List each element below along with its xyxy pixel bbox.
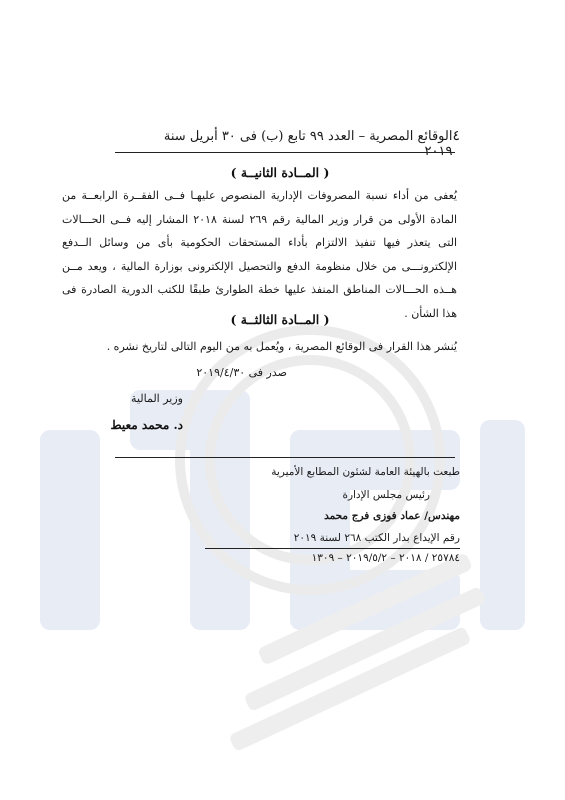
chairman-name: مهندس/ عماد فوزى فرج محمد [324, 510, 460, 522]
minister-title: وزير المالية [131, 392, 183, 405]
board-chairman-label: رئيس مجلس الإدارة [342, 489, 430, 501]
issue-date: صدر فى ٢٠١٩/٤/٣٠ [196, 366, 287, 379]
print-reference: ٢٥٧٨٤ / ٢٠١٨ – ٢٠١٩/٥/٢ – ١٣٠٩ [311, 552, 460, 564]
minister-signature-name: د. محمد معيط [110, 418, 183, 432]
article-3-heading: ( المــادة الثالثــة ) [230, 312, 330, 327]
article-3-text: يُنشر هذا القرار فى الوقائع المصرية ، ويُعمل به من اليوم التالى لتاريخ نشره . [106, 340, 457, 353]
article-2-heading: ( المــادة الثانيــة ) [230, 165, 330, 180]
printer-line: طبعت بالهيئة العامة لشئون المطابع الأميرية [271, 466, 460, 478]
gazette-issue-title: الوقائع المصرية – العدد ٩٩ تابع (ب) فى ٣٠ أبريل سنة ٢٠١٩ [163, 129, 453, 159]
printing-rule [205, 548, 460, 549]
page-number: ٤ [452, 128, 460, 144]
header-rule [115, 152, 455, 153]
footer-rule [115, 457, 455, 458]
deposit-number: رقم الإيداع بدار الكتب ٢٦٨ لسنة ٢٠١٩ [293, 532, 460, 544]
article-2-text: يُعفى من أداء نسبة المصروفات الإدارية المنصوص عليهـا فــى الفقــرة الرابعــة من المادة الأولى من قرار وزير المالية رقم ٢٦٩ لسنة ٢٠١٨ المشار إليه فــى الحـــالات التى يتعذر فيها تنفيذ الالتزام بأداء المستحقات الحكومية بأى من وسائل الــدفع الإلكترونـــى من خلال منظومة الدفع والتحصيل الإلكترونى بوزارة المالية ، ويعد مــن هــذه الحـــالات المناطق المنفذ عليها خطة الطوارئ طبقًا للكتب الدورية الصادرة فى هذا الشأن . [62, 189, 457, 320]
page-header [140, 128, 460, 159]
